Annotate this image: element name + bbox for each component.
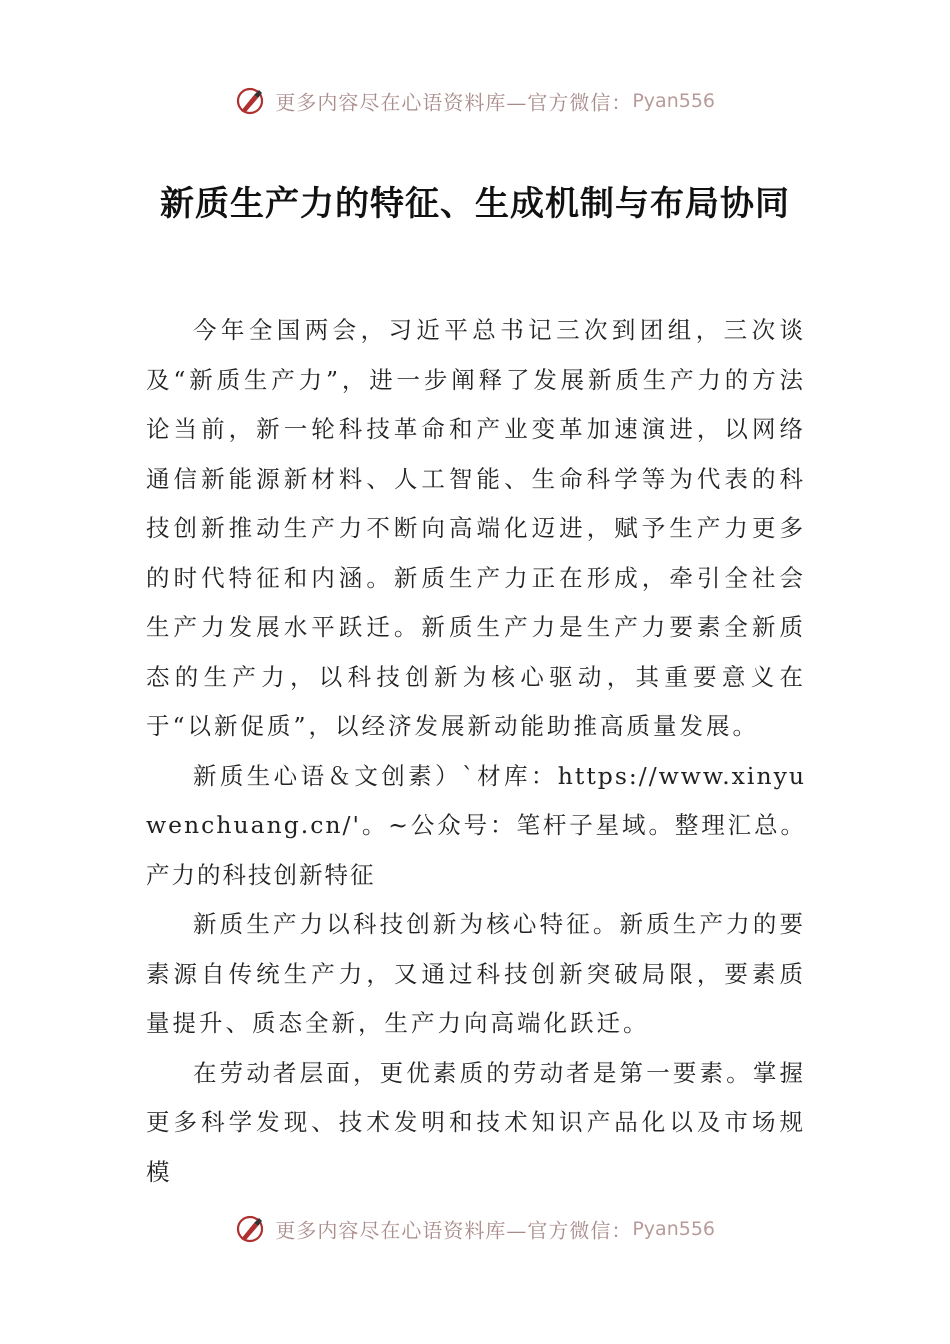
footer-watermark: [0, 1214, 950, 1244]
pen-nib-circle-icon: [235, 1214, 265, 1244]
pen-nib-circle-icon: [235, 86, 265, 116]
paragraph: 新质生心语＆文创素）`材库：https://www.xinyuwenchuang.cn/'。~公众号：笔杆子星域。整理汇总。产力的科技创新特征: [146, 761, 806, 889]
watermark-contact: Pyan556: [632, 90, 715, 112]
document-body: [146, 306, 806, 1197]
watermark-text: 更多内容尽在心语资料库—官方微信：: [275, 90, 633, 115]
paragraph: 新质生产力以科技创新为核心特征。新质生产力的要素源自传统生产力，又通过科技创新突破局限，要素质量提升、质态全新，生产力向高端化跃迁。: [146, 910, 806, 1037]
paragraph: 今年全国两会，习近平总书记三次到团组，三次谈及“新质生产力”，进一步阐释了发展新质生产力的方法论当前，新一轮科技革命和产业变革加速演进，以网络通信新能源新材料、人工智能、生命科学等为代表的科技创新推动生产力不断向高端化迈进，赋予生产力更多的时代特征和内涵。新质生产力正在形成，牵引全社会生产力发展水平跃迁。新质生产力是生产力要素全新质态的生产力，以科技创新为核心驱动，其重要意义在于“以新促质”，以经济发展新动能助推高质量发展。: [146, 316, 806, 740]
document-title: 新质生产力的特征、生成机制与布局协同: [160, 184, 790, 224]
header-watermark: [0, 86, 950, 116]
watermark-contact: Pyan556: [632, 1218, 715, 1240]
paragraph: 在劳动者层面，更优素质的劳动者是第一要素。掌握更多科学发现、技术发明和技术知识产品化以及市场规模: [146, 1058, 806, 1186]
watermark-text: 更多内容尽在心语资料库—官方微信：: [275, 1218, 633, 1243]
